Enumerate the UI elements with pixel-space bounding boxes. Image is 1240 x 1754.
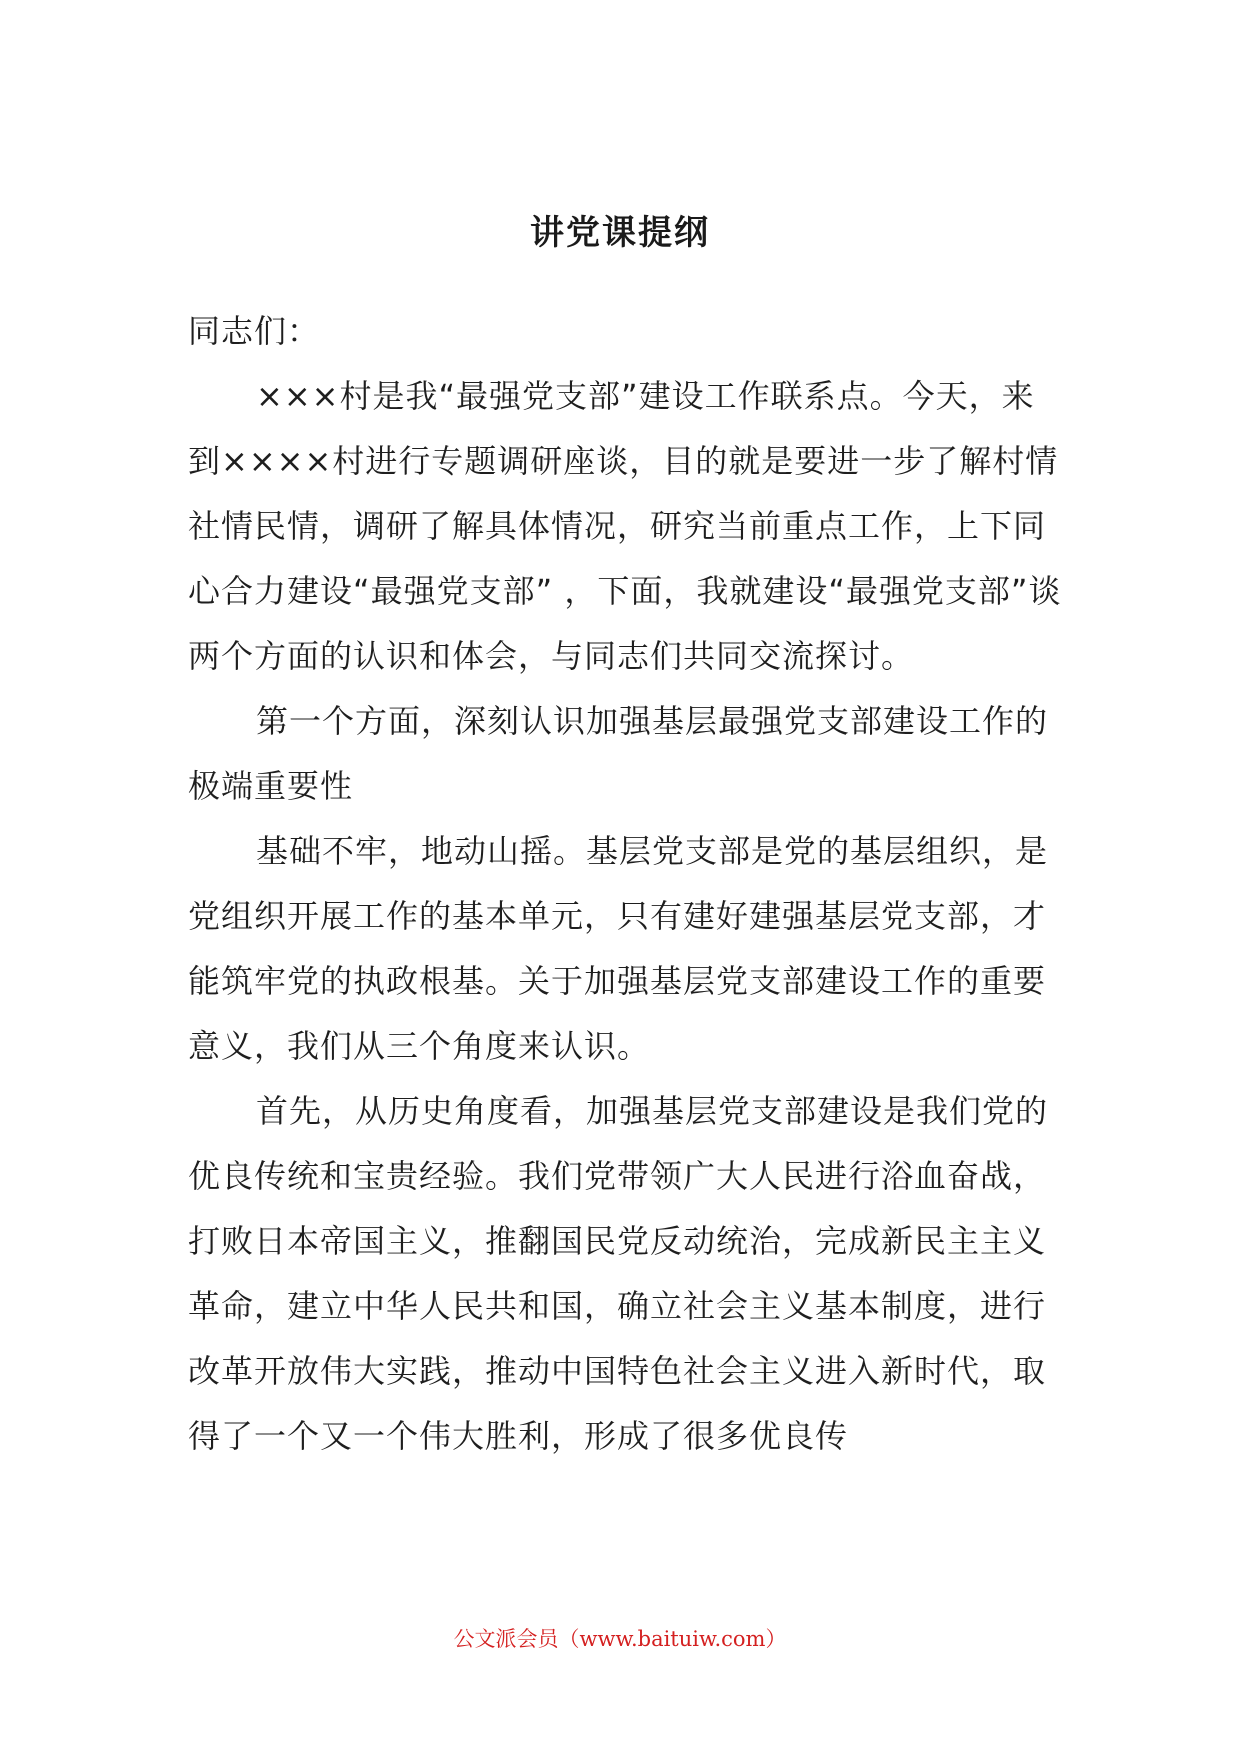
section-heading-1: 第一个方面，深刻认识加强基层最强党支部建设工作的极端重要性 [188, 702, 1049, 805]
document-body [188, 299, 1064, 1469]
watermark-footer: 公文派会员（www.baituiw.com） [453, 1627, 787, 1651]
paragraph-history: 首先，从历史角度看，加强基层党支部建设是我们党的优良传统和宝贵经验。我们党带领广大人民进行浴血奋战，打败日本帝国主义，推翻国民党反动统治，完成新民主主义革命，建立中华人民共和国，确立社会主义基本制度，进行改革开放伟大实践，推动中国特色社会主义进入新时代，取得了一个又一个伟大胜利，形成了很多优良传 [188, 1092, 1049, 1455]
paragraph-foundation: 基础不牢，地动山摇。基层党支部是党的基层组织，是党组织开展工作的基本单元，只有建好建强基层党支部，才能筑牢党的执政根基。关于加强基层党支部建设工作的重要意义，我们从三个角度来认识。 [188, 832, 1049, 1065]
paragraph-intro: ×××村是我“最强党支部”建设工作联系点。今天，来到××××村进行专题调研座谈，目的就是要进一步了解村情社情民情，调研了解具体情况，研究当前重点工作，上下同心合力建设“最强党支部” ，下面，我就建设“最强党支部”谈两个方面的认识和体会，与同志们共同交流探讨。 [188, 377, 1062, 675]
document-title: 讲党课提纲 [530, 213, 710, 253]
salutation: 同志们： [188, 312, 321, 350]
